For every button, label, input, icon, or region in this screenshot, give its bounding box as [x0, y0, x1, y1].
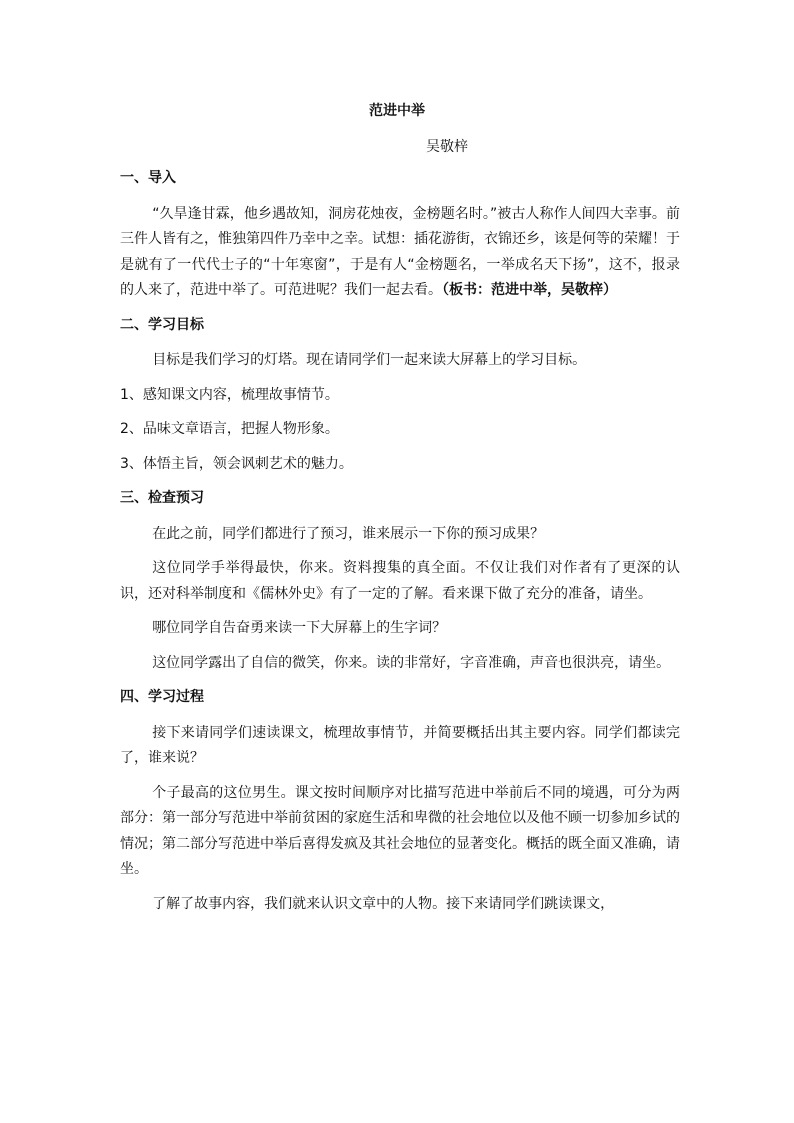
document-body: [120, 166, 680, 926]
paragraph: 在此之前，同学们都进行了预习，谁来展示一下你的预习成果？: [152, 525, 545, 542]
objective-item-1: 1、感知课文内容，梳理故事情节。: [120, 386, 339, 403]
section-heading-intro: 一、导入: [120, 170, 176, 186]
document-author: 吴敬梓: [426, 139, 468, 155]
objective-item-3: 3、体悟主旨，领会讽刺艺术的魅力。: [120, 455, 353, 472]
paragraph: 个子最高的这位男生。课文按时间顺序对比描写范进中举前后不同的境遇，可分为两部分：第一部分写范进中举前贫困的家庭生活和卑微的社会地位以及他不顾一切参加乡试的情况；第二部分写范进中举后喜得发疯及其社会地位的显著变化。概括的既全面又准确，请坐。: [120, 784, 680, 877]
section-heading-preview: 三、检查预习: [120, 490, 204, 506]
paragraph: [120, 202, 680, 304]
paragraph-text: “久旱逢甘霖，他乡遇故知，洞房花烛夜，金榜题名时。”被古人称作人间四大幸事。前三件人皆有之，惟独第四件乃幸中之幸。试想：插花游街，衣锦还乡，该是何等的荣耀！于是就有了一代代士子的“十年寒窗”，于是有人“金榜题名，一举成名天下扬”，这不，报录的人来了，范进中举了。可范进呢？我们一起去看。: [120, 205, 680, 298]
section-heading-process: 四、学习过程: [120, 689, 204, 705]
paragraph: 哪位同学自告奋勇来读一下大屏幕上的生字词？: [152, 620, 447, 636]
paragraph: 接下来请同学们速读课文，梳理故事情节，并简要概括出其主要内容。同学们都读完了，谁来说？: [120, 724, 680, 766]
paragraph: 这位同学手举得最快，你来。资料搜集的真全面。不仅让我们对作者有了更深的认识，还对科举制度和《儒林外史》有了一定的了解。看来课下做了充分的准备，请坐。: [120, 560, 680, 602]
paragraph: 了解了故事内容，我们就来认识文章中的人物。接下来请同学们跳读课文，: [152, 895, 615, 912]
paragraph: 这位同学露出了自信的微笑，你来。读的非常好，字音准确，声音也很洪亮，请坐。: [152, 654, 671, 671]
paragraph: 目标是我们学习的灯塔。现在请同学们一起来读大屏幕上的学习目标。: [152, 352, 587, 368]
board-note: （板书：范进中举，吴敬梓）: [442, 282, 617, 298]
section-heading-objectives: 二、学习目标: [120, 316, 204, 333]
objective-item-2: 2、品味文章语言，把握人物形象。: [120, 421, 339, 437]
document-title: 范进中举: [369, 103, 425, 119]
